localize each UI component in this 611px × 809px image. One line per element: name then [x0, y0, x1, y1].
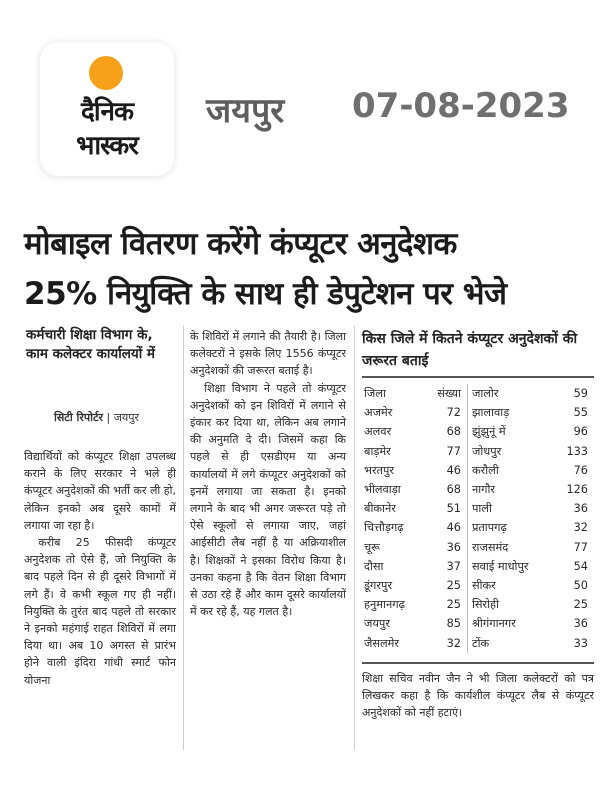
table-row [362, 461, 594, 480]
district-count: 33 [573, 636, 588, 650]
logo-card [40, 42, 174, 176]
district-count: 36 [446, 540, 461, 554]
byline-name: सिटी रिपोर्टर [54, 411, 103, 424]
district-count: 25 [573, 598, 588, 612]
table-row [362, 480, 594, 499]
city-name: जयपुर [206, 91, 285, 131]
district-count: 37 [446, 559, 461, 573]
paragraph: विद्यार्थियों को कंप्यूटर शिक्षा उपलब्ध कराने के लिए सरकार ने भले ही कंप्यूटर अनुदेशकों की भर्ती कर ली हो, लेकिन इनको अब दूसरे कामों में लगाया जा रहा है। [24, 450, 176, 532]
district-count: 59 [573, 387, 588, 401]
table-row [362, 442, 594, 461]
column-divider [183, 326, 184, 750]
district-count: 46 [446, 463, 461, 477]
paragraph: करीब 25 फीसदी कंप्यूटर अनुदेशक तो ऐसे हैं, जो नियुक्ति के बाद पहले दिन से ही दूसरे विभागों में लगे हैं। वे कभी स्कूल गए ही नहीं। नियुक्ति के तुरंत बाद पहले तो सरकार ने इनको महंगाई राहत शिविरों में लगा दिया था। अब 10 अगस्त से प्रारंभ होने वाली इंदिरा गांधी स्मार्ट फोन योजना [24, 536, 176, 687]
district-table [362, 384, 594, 653]
box-title: किस जिले में कितने कंप्यूटर अनुदेशकों की जरूरत बताई [362, 331, 578, 369]
sun-icon [89, 56, 123, 90]
district-count: 68 [446, 425, 461, 439]
district-name: अजमेर [364, 406, 393, 420]
article-column-1 [24, 448, 176, 689]
district-name: पाली [467, 499, 553, 518]
byline-place: जयपुर [113, 411, 139, 424]
district-name: जालोर [467, 384, 553, 403]
district-count: 32 [573, 521, 588, 535]
district-name: हनुमानगढ़ [364, 598, 405, 612]
edition-date: 07-08-2023 [352, 86, 570, 126]
district-count: 85 [446, 617, 461, 631]
district-count: 77 [446, 444, 461, 458]
district-name: भरतपुर [364, 463, 395, 477]
table-rule [362, 662, 594, 664]
article-column-2 [190, 328, 346, 620]
logo-line-2: भास्कर [76, 131, 138, 161]
district-count: 72 [446, 406, 461, 420]
district-count: 32 [446, 636, 461, 650]
district-name: जैसलमेर [364, 636, 400, 650]
headline-line-1: मोबाइल वितरण करेंगे कंप्यूटर अनुदेशक [24, 226, 457, 262]
sub-headline: कर्मचारी शिक्षा विभाग के, काम कलेक्टर कार्यालयों में [26, 327, 155, 362]
table-row [362, 595, 594, 614]
district-name: सवाई माधोपुर [467, 557, 553, 576]
district-name: अलवर [364, 425, 392, 439]
district-count: 50 [573, 578, 588, 592]
district-name: चूरू [364, 540, 380, 554]
table-row [362, 403, 594, 422]
district-count: 96 [573, 425, 588, 439]
paragraph: शिक्षा सचिव नवीन जैन ने भी जिला कलेक्टरों को पत्र लिखकर कहा है कि कार्यशील कंप्यूटर लैब से कंप्यूटर अनुदेशकों को नहीं हटाएं। [362, 672, 594, 720]
district-name: करौली [467, 461, 553, 480]
box-rule [362, 376, 594, 378]
district-name: प्रतापगढ़ [467, 518, 553, 537]
table-row [362, 576, 594, 595]
district-name: राजसमंद [467, 538, 553, 557]
table-row [362, 499, 594, 518]
district-name: भीलवाड़ा [364, 483, 401, 497]
header-district: जिला [364, 387, 386, 401]
column-divider [354, 326, 355, 750]
district-name: दौसा [364, 559, 384, 573]
district-count: 36 [573, 617, 588, 631]
district-count: 46 [446, 521, 461, 535]
table-row [362, 422, 594, 441]
district-count: 76 [573, 463, 588, 477]
district-count: 54 [573, 559, 588, 573]
district-count: 133 [566, 444, 588, 458]
byline: सिटी रिपोर्टर | जयपुर [54, 411, 139, 424]
district-count: 36 [573, 502, 588, 516]
district-name: डूंगरपुर [364, 578, 393, 592]
table-header-row [362, 384, 594, 403]
district-name: बीकानेर [364, 502, 396, 516]
district-name: चित्तौड़गढ़ [364, 521, 404, 535]
paragraph: के शिविरों में लगाने की तैयारी है। जिला कलेक्टरों ने इसके लिए 1556 कंप्यूटर अनुदेशकों की जरूरत बताई है। [190, 330, 346, 378]
box-note [362, 670, 594, 722]
district-count: 126 [566, 483, 588, 497]
district-name: बाड़मेर [364, 444, 391, 458]
district-count: 25 [446, 598, 461, 612]
district-name: झालावाड़ [467, 403, 553, 422]
logo-line-1: दैनिक [81, 97, 133, 127]
district-name: झुंझुनूं में [467, 422, 553, 441]
table-row [362, 633, 594, 652]
district-name: सीकर [467, 576, 553, 595]
district-count: 55 [573, 406, 588, 420]
district-count: 68 [446, 483, 461, 497]
district-count: 51 [446, 502, 461, 516]
district-name: नागौर [467, 480, 553, 499]
district-count: 77 [573, 540, 588, 554]
table-row [362, 557, 594, 576]
headline-line-2: 25% नियुक्ति के साथ ही डेपुटेशन पर भेजे [24, 276, 507, 312]
district-count: 25 [446, 578, 461, 592]
district-name: जयपुर [364, 617, 390, 631]
district-name: टोंक [467, 633, 553, 652]
district-name: श्रीगंगानगर [467, 614, 553, 633]
paragraph: शिक्षा विभाग ने पहले तो कंप्यूटर अनुदेशकों को इन शिविरों में लगाने से इंकार कर दिया था, लेकिन अब लगाने की अनुमति दे दी। जिसमें कहा कि पहले से ही एसडीएम या अन्य कार्यालयों में लगे कंप्यूटर अनुदेशकों को इनमें लगाया जा सकता है। इनको लगाने के बाद भी अगर जरूरत पड़े तो ऐसे स्कूलों से लगाया जाए, जहां आईसीटी लैब नहीं है या अक्रियाशील है। शिक्षकों ने इसका विरोध किया है। उनका कहना है कि वेतन शिक्षा विभाग से उठा रहे हैं और काम दूसरे कार्यालयों में कर रहे हैं, यह गलत है। [190, 381, 346, 619]
table-row [362, 538, 594, 557]
header-count: संख्या [437, 387, 461, 401]
table-row [362, 518, 594, 537]
table-row [362, 614, 594, 633]
district-name: सिरोही [467, 595, 553, 614]
district-name: जोधपुर [467, 442, 553, 461]
